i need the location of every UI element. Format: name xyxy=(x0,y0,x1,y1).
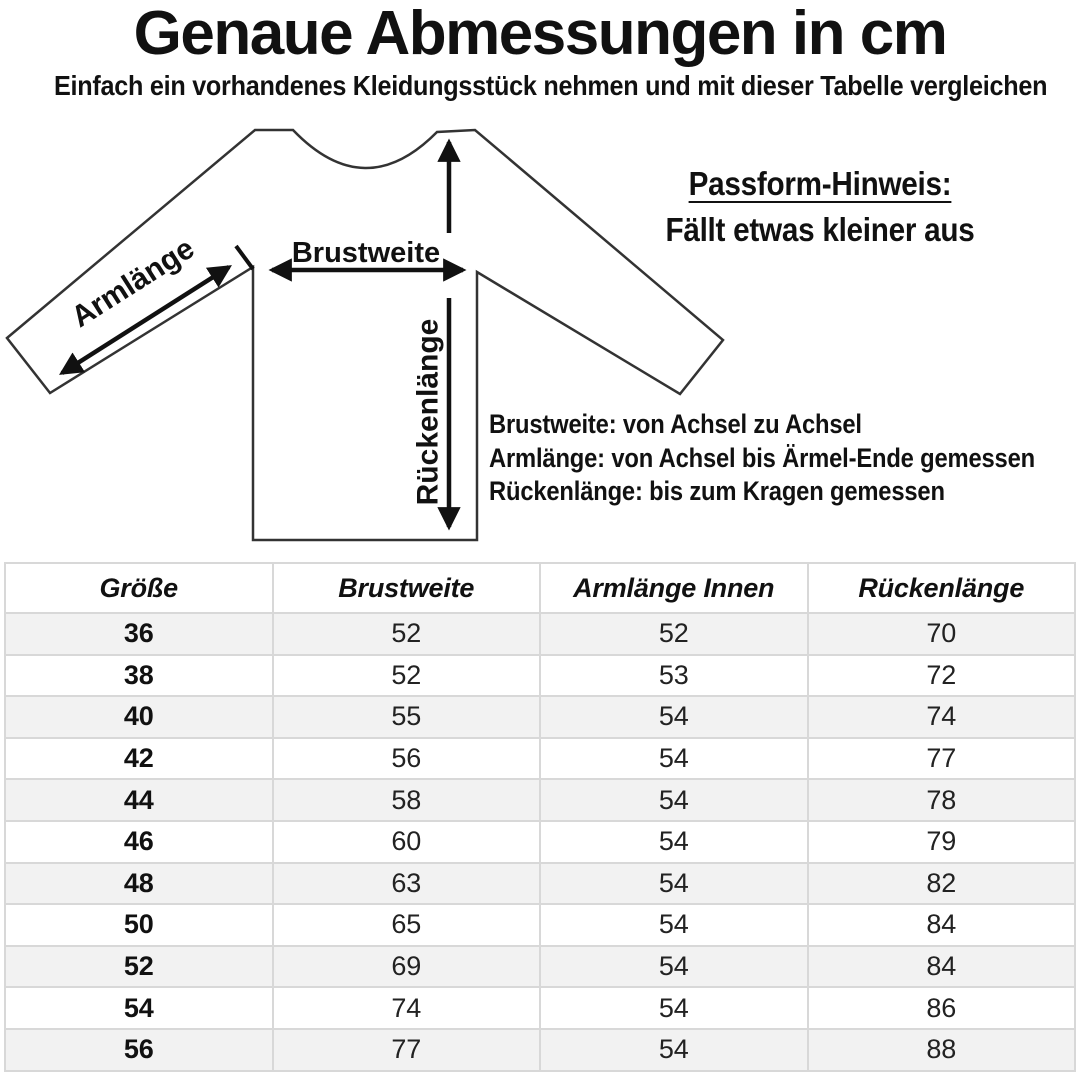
table-row xyxy=(5,696,1075,738)
fit-note-text: Fällt etwas kleiner aus xyxy=(665,211,975,248)
value-cell: 74 xyxy=(273,987,541,1029)
definition-back: Rückenlänge: bis zum Kragen gemessen xyxy=(489,476,945,506)
size-cell: 40 xyxy=(5,696,273,738)
size-cell: 44 xyxy=(5,779,273,821)
value-cell: 53 xyxy=(540,655,808,697)
value-cell: 54 xyxy=(540,779,808,821)
chest-width-label: Brustweite xyxy=(291,237,441,269)
value-cell: 74 xyxy=(808,696,1076,738)
value-cell: 54 xyxy=(540,696,808,738)
value-cell: 78 xyxy=(808,779,1076,821)
definition-chest: Brustweite: von Achsel zu Achsel xyxy=(489,409,862,439)
size-cell: 48 xyxy=(5,863,273,905)
arm-length-tick xyxy=(236,246,253,269)
table-header-row xyxy=(5,563,1075,613)
value-cell: 82 xyxy=(808,863,1076,905)
table-row xyxy=(5,1029,1075,1071)
value-cell: 52 xyxy=(273,613,541,655)
page-title: Genaue Abmessungen in cm xyxy=(133,0,947,68)
fit-note xyxy=(586,161,1054,253)
value-cell: 63 xyxy=(273,863,541,905)
value-cell: 54 xyxy=(540,1029,808,1071)
size-cell: 42 xyxy=(5,738,273,780)
definition-arm: Armlänge: von Achsel bis Ärmel-Ende gemessen xyxy=(489,442,1035,473)
back-length-label: Rückenlänge xyxy=(411,318,445,506)
value-cell: 79 xyxy=(808,821,1076,863)
table-row xyxy=(5,863,1075,905)
arm-length-label: Armlänge xyxy=(65,231,201,335)
table-row xyxy=(5,613,1075,655)
size-cell: 54 xyxy=(5,987,273,1029)
table-row xyxy=(5,946,1075,988)
value-cell: 54 xyxy=(540,946,808,988)
value-cell: 69 xyxy=(273,946,541,988)
value-cell: 52 xyxy=(273,655,541,697)
size-cell: 50 xyxy=(5,904,273,946)
table-row xyxy=(5,655,1075,697)
value-cell: 65 xyxy=(273,904,541,946)
measurement-definitions xyxy=(489,408,1035,509)
value-cell: 54 xyxy=(540,821,808,863)
value-cell: 54 xyxy=(540,863,808,905)
fit-note-heading: Passform-Hinweis: xyxy=(688,165,952,202)
table-row xyxy=(5,821,1075,863)
value-cell: 60 xyxy=(273,821,541,863)
header-cell-arm: Armlänge Innen xyxy=(540,563,808,613)
value-cell: 56 xyxy=(273,738,541,780)
size-cell: 52 xyxy=(5,946,273,988)
value-cell: 54 xyxy=(540,738,808,780)
value-cell: 86 xyxy=(808,987,1076,1029)
header-cell-chest: Brustweite xyxy=(273,563,541,613)
value-cell: 58 xyxy=(273,779,541,821)
value-cell: 55 xyxy=(273,696,541,738)
size-cell: 38 xyxy=(5,655,273,697)
value-cell: 52 xyxy=(540,613,808,655)
table-row xyxy=(5,779,1075,821)
value-cell: 84 xyxy=(808,946,1076,988)
size-cell: 36 xyxy=(5,613,273,655)
value-cell: 77 xyxy=(808,738,1076,780)
value-cell: 72 xyxy=(808,655,1076,697)
size-table xyxy=(4,562,1076,1072)
size-cell: 56 xyxy=(5,1029,273,1071)
value-cell: 70 xyxy=(808,613,1076,655)
header-cell-size: Größe xyxy=(5,563,273,613)
value-cell: 54 xyxy=(540,904,808,946)
value-cell: 77 xyxy=(273,1029,541,1071)
table-row xyxy=(5,987,1075,1029)
value-cell: 84 xyxy=(808,904,1076,946)
size-cell: 46 xyxy=(5,821,273,863)
value-cell: 88 xyxy=(808,1029,1076,1071)
table-row xyxy=(5,738,1075,780)
table-row xyxy=(5,904,1075,946)
page-subtitle: Einfach ein vorhandenes Kleidungsstück nehmen und mit dieser Tabelle vergleichen xyxy=(54,70,1048,101)
header-cell-back: Rückenlänge xyxy=(808,563,1076,613)
value-cell: 54 xyxy=(540,987,808,1029)
